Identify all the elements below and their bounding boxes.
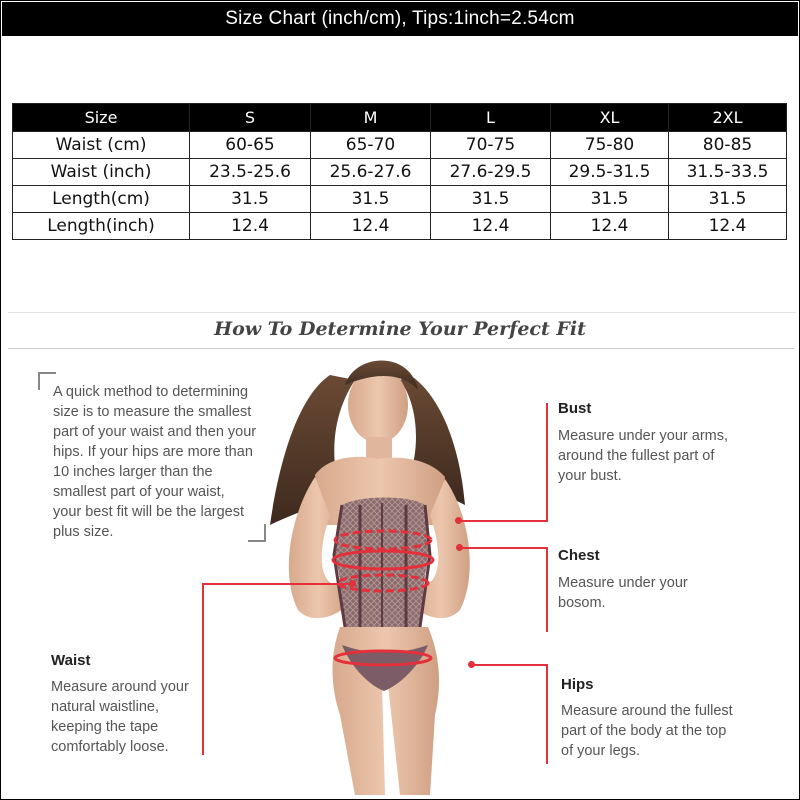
table-cell: 29.5-31.5 [551, 159, 669, 186]
bust-pointer-line [546, 403, 548, 521]
table-cell: 12.4 [431, 213, 551, 240]
table-cell: 80-85 [669, 132, 787, 159]
size-table [12, 103, 787, 240]
row-label: Length(inch) [13, 213, 190, 240]
table-cell: 12.4 [190, 213, 311, 240]
row-label: Length(cm) [13, 186, 190, 213]
hips-pointer-line [546, 664, 548, 764]
intro-line: part of your waist and then your [53, 424, 257, 440]
column-header: S [190, 104, 311, 132]
row-label: Waist (cm) [13, 132, 190, 159]
table-cell: 12.4 [669, 213, 787, 240]
table-cell: 70-75 [431, 132, 551, 159]
chest-heading: Chest [558, 547, 600, 564]
intro-line: your best fit will be the largest [53, 504, 245, 520]
table-cell: 27.6-29.5 [431, 159, 551, 186]
table-row [13, 159, 787, 186]
table-cell: 31.5 [311, 186, 431, 213]
column-header: M [311, 104, 431, 132]
fit-guide-title: How To Determine Your Perfect Fit [214, 318, 586, 340]
table-cell: 75-80 [551, 132, 669, 159]
column-header: L [431, 104, 551, 132]
intro-text [53, 382, 256, 542]
column-header: Size [13, 104, 190, 132]
bust-description [558, 426, 728, 486]
table-cell: 12.4 [311, 213, 431, 240]
hips-line: part of the body at the top [561, 723, 727, 739]
chest-pointer-dot [456, 544, 463, 551]
intro-line: 10 inches larger than the [53, 464, 213, 480]
table-cell: 25.6-27.6 [311, 159, 431, 186]
hips-line: of your legs. [561, 743, 640, 759]
chest-pointer-line [546, 548, 548, 632]
table-cell: 23.5-25.6 [190, 159, 311, 186]
table-cell: 31.5 [190, 186, 311, 213]
model-figure [260, 355, 510, 795]
chest-pointer-line [462, 547, 548, 549]
waist-line: comfortably loose. [51, 739, 169, 755]
waist-heading: Waist [51, 652, 91, 669]
table-row [13, 186, 787, 213]
bust-line: around the fullest part of [558, 448, 715, 464]
waist-pointer-dot [349, 580, 356, 587]
bust-line: Measure under your arms, [558, 428, 729, 444]
header-title: Size Chart (inch/cm), Tips:1inch=2.54cm [225, 8, 575, 29]
intro-line: smallest part of your waist, [53, 484, 225, 500]
chest-description [558, 573, 688, 613]
waist-line: natural waistline, [51, 699, 159, 715]
hips-line: Measure around the fullest [561, 703, 733, 719]
size-chart-header [2, 2, 798, 36]
waist-pointer-line [202, 583, 352, 585]
table-cell: 60-65 [190, 132, 311, 159]
table-row [13, 132, 787, 159]
bust-heading: Bust [558, 400, 592, 417]
waist-pointer-line [202, 583, 204, 755]
bust-pointer-dot [455, 517, 462, 524]
intro-line: hips. If your hips are more than [53, 444, 253, 460]
table-header-row [13, 104, 787, 132]
hips-description [561, 701, 733, 761]
hips-pointer-line [472, 664, 548, 666]
bust-line: your bust. [558, 468, 622, 484]
table-cell: 31.5 [431, 186, 551, 213]
column-header: 2XL [669, 104, 787, 132]
intro-line: A quick method to determining [53, 384, 249, 400]
intro-line: plus size. [53, 524, 114, 540]
waist-line: Measure around your [51, 679, 189, 695]
bust-pointer-line [460, 520, 548, 522]
table-cell: 65-70 [311, 132, 431, 159]
chest-line: Measure under your [558, 575, 688, 591]
table-row [13, 213, 787, 240]
column-header: XL [551, 104, 669, 132]
table-cell: 31.5 [551, 186, 669, 213]
waist-line: keeping the tape [51, 719, 159, 735]
table-cell: 31.5-33.5 [669, 159, 787, 186]
hips-pointer-dot [468, 661, 475, 668]
table-cell: 12.4 [551, 213, 669, 240]
intro-line: size is to measure the smallest [53, 404, 252, 420]
waist-description [51, 677, 189, 757]
title-divider [8, 348, 794, 349]
chest-line: bosom. [558, 595, 606, 611]
row-label: Waist (inch) [13, 159, 190, 186]
table-cell: 31.5 [669, 186, 787, 213]
hips-heading: Hips [561, 676, 594, 693]
